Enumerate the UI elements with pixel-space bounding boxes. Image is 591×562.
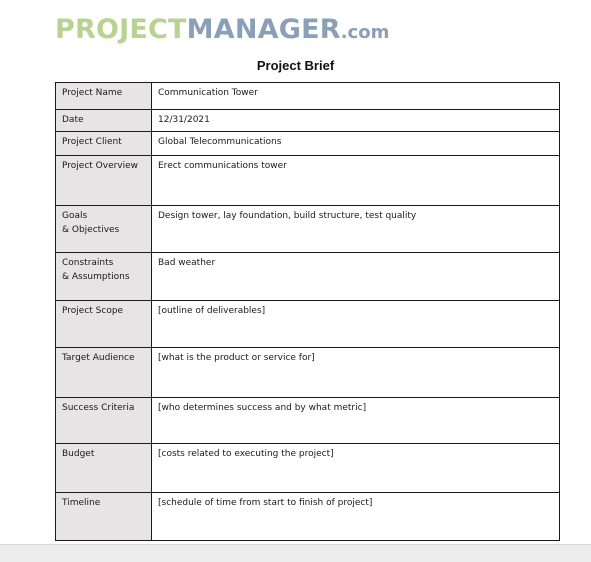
table-row bbox=[56, 493, 560, 541]
document-title: Project Brief bbox=[256, 58, 335, 73]
table-row bbox=[56, 444, 560, 493]
row-label-constraints-assumptions: Constraints & Assumptions bbox=[56, 253, 152, 301]
table-row bbox=[56, 301, 560, 348]
table-row bbox=[56, 253, 560, 301]
row-label-success-criteria: Success Criteria bbox=[56, 398, 152, 444]
row-label-target-audience: Target Audience bbox=[56, 348, 152, 398]
table-row bbox=[56, 348, 560, 398]
row-value-goals-objectives[interactable]: Design tower, lay foundation, build structure, test quality bbox=[152, 206, 560, 253]
row-label-project-name: Project Name bbox=[56, 83, 152, 110]
logo-project-text: PROJECT bbox=[55, 14, 187, 45]
row-value-constraints-assumptions[interactable]: Bad weather bbox=[152, 253, 560, 301]
row-label-budget: Budget bbox=[56, 444, 152, 493]
row-value-project-name[interactable]: Communication Tower bbox=[152, 83, 560, 110]
row-value-success-criteria[interactable]: [who determines success and by what metric] bbox=[152, 398, 560, 444]
table-row bbox=[56, 83, 560, 110]
projectmanager-logo bbox=[55, 14, 389, 54]
row-value-budget[interactable]: [costs related to executing the project] bbox=[152, 444, 560, 493]
row-label-project-scope: Project Scope bbox=[56, 301, 152, 348]
table-row bbox=[56, 110, 560, 132]
row-label-date: Date bbox=[56, 110, 152, 132]
logo-domain-text: .com bbox=[340, 22, 390, 43]
row-value-target-audience[interactable]: [what is the product or service for] bbox=[152, 348, 560, 398]
table-row bbox=[56, 156, 560, 206]
row-label-project-overview: Project Overview bbox=[56, 156, 152, 206]
row-value-project-scope[interactable]: [outline of deliverables] bbox=[152, 301, 560, 348]
row-value-date[interactable]: 12/31/2021 bbox=[152, 110, 560, 132]
row-label-timeline: Timeline bbox=[56, 493, 152, 541]
table-row bbox=[56, 132, 560, 156]
table-row bbox=[56, 398, 560, 444]
row-label-project-client: Project Client bbox=[56, 132, 152, 156]
window-bottom-bar bbox=[0, 544, 591, 562]
row-value-project-overview[interactable]: Erect communications tower bbox=[152, 156, 560, 206]
table-row bbox=[56, 206, 560, 253]
project-brief-table bbox=[55, 82, 560, 541]
row-value-timeline[interactable]: [schedule of time from start to finish of project] bbox=[152, 493, 560, 541]
row-label-goals-objectives: Goals & Objectives bbox=[56, 206, 152, 253]
logo-manager-text: MANAGER bbox=[186, 14, 341, 45]
row-value-project-client[interactable]: Global Telecommunications bbox=[152, 132, 560, 156]
